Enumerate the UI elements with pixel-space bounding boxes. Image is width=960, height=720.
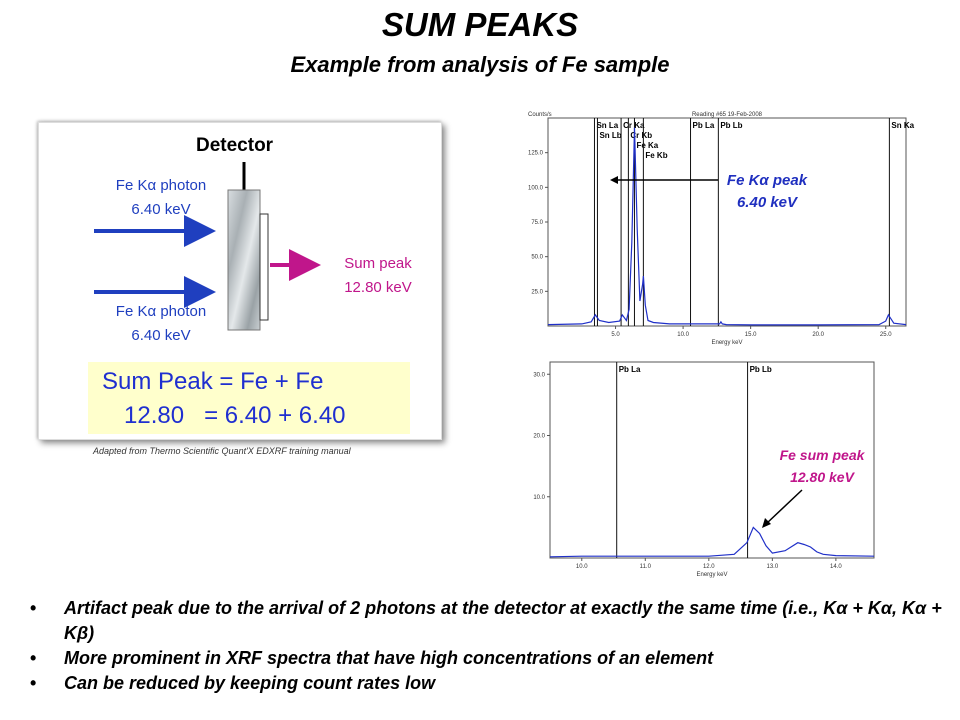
x-tick-label: 10.0 — [575, 564, 588, 570]
photon-1-label — [86, 174, 236, 222]
y-tick-label: 50.0 — [531, 254, 543, 261]
detector-label: Detector — [196, 135, 274, 156]
bullet-1-text: Artifact peak due to the arrival of 2 photons at the detector at exactly the same time (i.e., Kα + Kα, Kα + Kβ) — [64, 598, 942, 643]
x-tick-label: 25.0 — [879, 332, 892, 338]
sum-peak-annotation — [757, 444, 887, 488]
equation-line-2: 12.80 = 6.40 + 6.40 — [124, 402, 346, 429]
bullet-item: • More prominent in XRF spectra that have high concentrations of an element — [30, 646, 950, 671]
fe-peak-pointer — [600, 170, 720, 190]
source-caption: Adapted from Thermo Scientific Quant'X EDXRF training manual — [93, 446, 351, 456]
x-tick-label: 12.0 — [702, 564, 715, 570]
element-label-cr-kb: Cr Kb — [630, 131, 653, 140]
y-tick-label: 125.0 — [527, 150, 543, 157]
slide-subtitle: Example from analysis of Fe sample — [290, 52, 670, 77]
sum-peak-energy: 12.80 keV — [344, 279, 412, 296]
sum-peak-pointer — [758, 488, 808, 532]
x-tick-label: 5.0 — [611, 332, 620, 338]
x-tick-label: 20.0 — [812, 332, 825, 338]
y-tick-label: 75.0 — [531, 220, 543, 226]
x-tick-label: 15.0 — [744, 332, 757, 338]
photon-2-energy: 6.40 keV — [131, 327, 191, 344]
element-label-pb-la: Pb La — [692, 121, 715, 130]
sum-peak-label — [313, 252, 443, 300]
bullet-list — [30, 596, 950, 696]
element-label-cr-ka: Cr Ka — [623, 121, 645, 130]
detector-window — [260, 214, 268, 320]
element-label-pb-lb: Pb Lb — [720, 121, 743, 130]
sum-peak-anno-name: Fe sum peak — [779, 447, 865, 463]
photon-1-name: Fe Kα photon — [115, 177, 207, 194]
x-axis-label: Energy keV — [696, 572, 728, 578]
element-label-pb-lb: Pb Lb — [749, 365, 772, 374]
bullet-item: • Can be reduced by keeping count rates low — [30, 671, 950, 696]
x-axis-label: Energy keV — [711, 340, 743, 346]
chart-title: Reading #65 19-Feb-2008 — [691, 112, 763, 118]
sum-peak-name: Sum peak — [344, 255, 412, 272]
y-tick-label: 20.0 — [533, 433, 545, 440]
bullet-text — [64, 598, 942, 643]
y-axis-label: Counts/s — [528, 112, 552, 118]
y-tick-label: 100.0 — [527, 185, 543, 192]
y-tick-label: 25.0 — [531, 289, 543, 296]
element-label-sn-ka: Sn Ka — [891, 121, 915, 130]
x-tick-label: 10.0 — [677, 332, 689, 338]
x-tick-label: 11.0 — [639, 564, 651, 570]
equation-line-1: Sum Peak = Fe + Fe — [102, 368, 324, 395]
x-tick-label: 14.0 — [830, 564, 842, 570]
bullet-item — [30, 596, 950, 646]
element-label-sn-lb: Sn Lb — [599, 131, 622, 140]
sum-peak-anno-energy: 12.80 keV — [790, 469, 854, 485]
element-label-fe-kb: Fe Kb — [645, 151, 668, 160]
plot-frame — [548, 118, 906, 326]
y-tick-label: 10.0 — [533, 494, 545, 501]
fe-peak-name: Fe Kα peak — [726, 172, 808, 189]
x-tick-label: 13.0 — [766, 564, 779, 570]
spectrum-full-chart — [510, 100, 926, 352]
y-tick-label: 30.0 — [533, 372, 545, 379]
element-label-sn-la: Sn La — [596, 121, 619, 130]
photon-2-name: Fe Kα photon — [115, 303, 207, 320]
fe-peak-energy: 6.40 keV — [736, 194, 798, 211]
element-label-fe-ka: Fe Ka — [636, 141, 659, 150]
photon-1-energy: 6.40 keV — [131, 201, 191, 218]
slide-title: SUM PEAKS — [381, 6, 579, 43]
element-label-pb-la: Pb La — [618, 365, 641, 374]
photon-2-label — [86, 300, 236, 348]
